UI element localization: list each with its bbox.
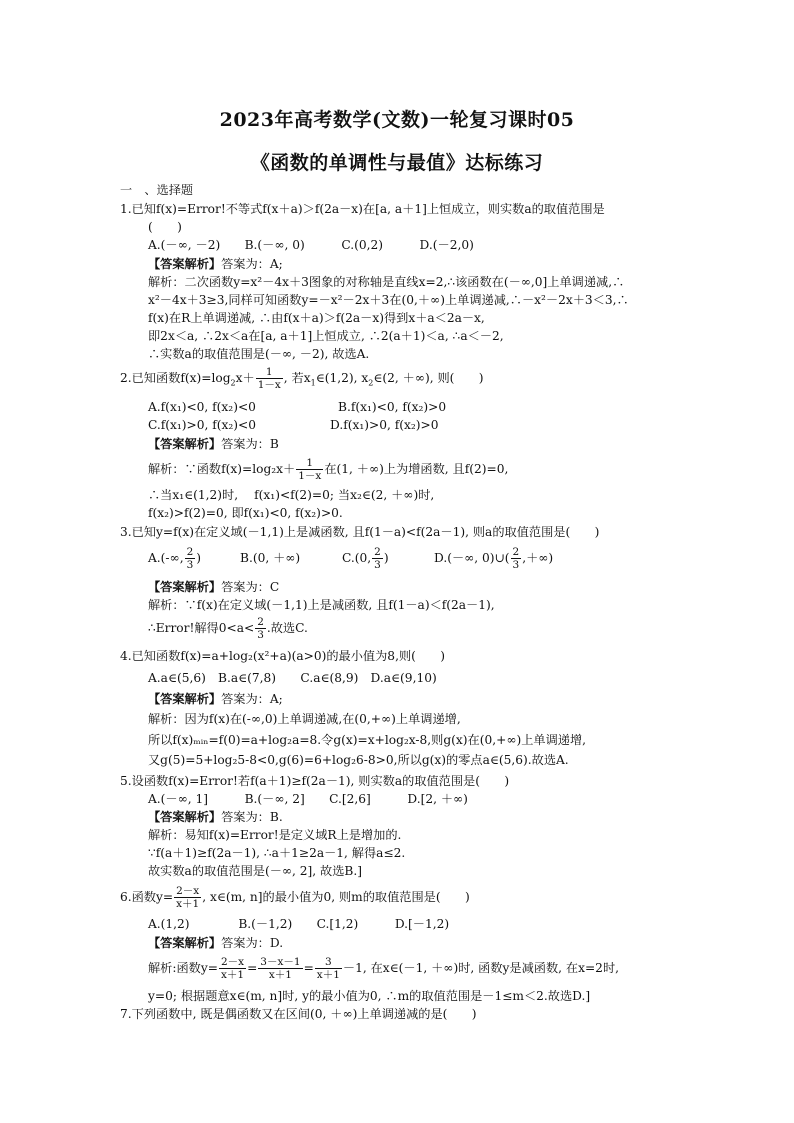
fraction-denominator: x＋1 bbox=[268, 969, 292, 981]
q3-option-d-text: D.(－∞, 0)∪( bbox=[434, 551, 510, 565]
q3-option-d-close: ,＋∞) bbox=[522, 551, 554, 565]
q6-analysis-1: 解析:函数y= $\frac{2-x}{x+1}$ = $\frac{3-x-1}{x+1}$ = $\frac{3}{x+1}$ －1, 在x∈(－1, ＋∞)时, 函数y是减函数, 在x=2时, bbox=[148, 956, 619, 981]
q2-stem: 2.已知函数$f(x)=\log_2x+$ $\frac{1}{1-x}$ , 若$x_1\in(1,2)$, $x_2\in(2$, ＋∞), 则( ) bbox=[120, 366, 484, 391]
q7-stem: 7.下列函数中, 既是偶函数又在区间(0, ＋∞)上单调递减的是( ) bbox=[120, 1007, 477, 1021]
q2-analysis-3: f(x₂)>f(2)=0, 即f(x₁)<0, f(x₂)>0. bbox=[148, 506, 343, 520]
fraction-denominator: 3 bbox=[186, 559, 194, 571]
q6-options: A.(1,2) B.(－1,2) C.[1,2) D.[－1,2) bbox=[148, 917, 450, 931]
q3-analysis-1: 解析：∵f(x)在定义域(－1,1)上是减函数, 且f(1－a)＜f(2a－1), bbox=[148, 598, 495, 612]
q3-analysis-b: ∴Error!解得0<a< bbox=[148, 621, 255, 635]
answer-label: 【答案解析】 bbox=[148, 810, 222, 824]
q2-option-d: D.f(x₁)>0, f(x₂)>0 bbox=[330, 418, 439, 432]
q5-analysis-1: 解析：易知f(x)=Error!是定义域R上是增加的. bbox=[148, 828, 402, 842]
answer-text: 答案为：B. bbox=[221, 810, 283, 824]
q5-stem: 5.设函数f(x)=Error!若f(a＋1)≥f(2a－1), 则实数a的取值范围是( ) bbox=[120, 774, 510, 788]
q5-answer bbox=[148, 809, 283, 825]
answer-text: 答案为：C bbox=[221, 580, 280, 594]
q3-fraction bbox=[372, 546, 383, 571]
fraction-numerator: 3 bbox=[315, 956, 342, 969]
q6-analysis-fraction-2 bbox=[258, 956, 302, 981]
q2-analysis-b: 在(1, ＋∞)上为增函数, 且f(2)=0, bbox=[324, 462, 509, 476]
q3-option-a-close: ) bbox=[196, 551, 202, 565]
q6-stem bbox=[120, 884, 470, 910]
fraction-denominator: 1－x bbox=[257, 379, 281, 391]
q3-analysis-2 bbox=[148, 615, 308, 641]
q2-stem-b: x＋ bbox=[235, 371, 255, 385]
q6-analysis-fraction-3 bbox=[315, 956, 342, 981]
fraction-numerator: 2 bbox=[186, 546, 194, 558]
q3-option-a bbox=[148, 545, 201, 571]
answer-label: 【答案解析】 bbox=[148, 936, 222, 950]
fraction-numerator: 2 bbox=[257, 616, 264, 628]
q3-analysis-fraction bbox=[255, 616, 266, 641]
q2-analysis-2: ∴当x₁∈(1,2)时, f(x₁)<f(2)=0; 当x₂∈(2, ＋∞)时, bbox=[148, 488, 435, 502]
q6-fraction bbox=[174, 885, 201, 910]
answer-text: 答案为：D. bbox=[221, 936, 284, 950]
fraction-denominator: 1－x bbox=[298, 470, 322, 482]
q1-stem: 1.已知f(x)=Error!不等式f(x＋a)＞f(2a－x)在[a, a＋1]上恒成立，则实数a的取值范围是 bbox=[120, 202, 605, 216]
fraction-denominator: 3 bbox=[512, 559, 520, 571]
q4-analysis-1: 解析：因为f(x)在(-∞,0)上单调递减,在(0,+∞)上单调递增, bbox=[148, 712, 461, 726]
q4-analysis-2: 所以f(x)ₘᵢₙ=f(0)=a+log₂a=8.令g(x)=x+log₂x-8,则g(x)在(0,+∞)上单调递增, bbox=[148, 733, 587, 747]
q6-analysis-b: －1, 在x∈(－1, ＋∞)时, 函数y是减函数, 在x=2时, bbox=[342, 961, 619, 975]
answer-text: 答案为：B bbox=[221, 437, 279, 451]
q2-analysis-1 bbox=[148, 456, 508, 482]
q3-option-c bbox=[342, 545, 389, 571]
q2-stem-e: ∈(2, ＋∞), 则( ) bbox=[373, 371, 484, 385]
fraction-denominator: x＋1 bbox=[176, 898, 200, 910]
q6-analysis-a: 解析:函数y= bbox=[148, 961, 218, 975]
q3-option-c-text: C.(0, bbox=[342, 551, 372, 565]
q3-option-d bbox=[434, 545, 553, 571]
q2-stem-a: 2.已知函数f(x)=log bbox=[120, 371, 231, 385]
q2-analysis-a: 解析：∵函数f(x)=log₂x＋ bbox=[148, 462, 296, 476]
answer-label: 【答案解析】 bbox=[148, 437, 222, 451]
q3-option-c-close: ) bbox=[383, 551, 389, 565]
q2-analysis-fraction bbox=[296, 457, 323, 482]
fraction-numerator: 1 bbox=[296, 457, 323, 470]
q3-fraction bbox=[185, 546, 196, 571]
q6-stem-a: 6.函数y= bbox=[120, 890, 174, 904]
document-subtitle: 《函数的单调性与最值》达标练习 bbox=[250, 152, 544, 174]
fraction-denominator: 3 bbox=[257, 629, 264, 641]
fraction-denominator: x＋1 bbox=[316, 969, 340, 981]
q2-fraction bbox=[256, 366, 283, 391]
answer-label: 【答案解析】 bbox=[148, 580, 222, 594]
q2-option-b: B.f(x₁)<0, f(x₂)>0 bbox=[338, 400, 447, 414]
q1-paren: ( ) bbox=[148, 220, 182, 234]
answer-label: 【答案解析】 bbox=[148, 257, 222, 271]
q4-stem: 4.已知函数f(x)=a+log₂(x²+a)(a>0)的最小值为8,则( ) bbox=[120, 649, 446, 663]
fraction-numerator: 2 bbox=[374, 546, 381, 558]
q3-stem: 3.已知y=f(x)在定义域(－1,1)上是减函数, 且f(1－a)<f(2a－1), 则a的取值范围是( ) bbox=[120, 525, 600, 539]
q6-answer bbox=[148, 935, 283, 951]
fraction-numerator: 2－x bbox=[220, 956, 245, 968]
answer-label: 【答案解析】 bbox=[148, 692, 222, 706]
q1-analysis-4: 即2x＜a, ∴2x＜a在[a, a＋1]上恒成立, ∴2(a＋1)＜a, ∴a＜－2, bbox=[148, 329, 504, 343]
q3-answer bbox=[148, 579, 279, 595]
q1-analysis-2: x²－4x＋3≥3,同样可知函数y=－x²－2x＋3在(0,＋∞)上单调递减,∴－x²－2x＋3＜3,∴ bbox=[148, 293, 629, 307]
q5-options: A.(－∞, 1] B.(－∞, 2] C.[2,6] D.[2, ＋∞) bbox=[148, 792, 468, 806]
q3-analysis-c: .故选C. bbox=[266, 621, 308, 635]
q1-analysis-3: f(x)在R上单调递减, ∴由f(x＋a)＞f(2a－x)得到x＋a＜2a－x, bbox=[148, 311, 485, 325]
answer-text: 答案为：A; bbox=[221, 692, 283, 706]
document-title: 2023年高考数学(文数)一轮复习课时05 bbox=[219, 109, 575, 131]
fraction-numerator: 1 bbox=[256, 366, 283, 379]
fraction-numerator: 2 bbox=[512, 546, 520, 558]
q2-answer bbox=[148, 436, 279, 452]
fraction-denominator: 3 bbox=[374, 559, 381, 571]
q3-fraction bbox=[511, 546, 522, 571]
q2-option-a: A.f(x₁)<0, f(x₂)<0 bbox=[148, 400, 256, 414]
q4-options: A.a∈(5,6) B.a∈(7,8) C.a∈(8,9) D.a∈(9,10) bbox=[148, 671, 437, 685]
fraction-denominator: x＋1 bbox=[220, 969, 245, 981]
fraction-numerator: 2－x bbox=[176, 885, 200, 897]
q2-stem-c: , 若x bbox=[283, 371, 311, 385]
q1-options: A.(－∞, －2) B.(－∞, 0) C.(0,2) D.(－2,0) bbox=[148, 238, 474, 252]
q1-analysis-5: ∴实数a的取值范围是(－∞, －2), 故选A. bbox=[148, 347, 370, 361]
q4-analysis-3: 又g(5)=5+log₂5-8<0,g(6)=6+log₂6-8>0,所以g(x)的零点a∈(5,6).故选A. bbox=[148, 753, 569, 767]
q5-analysis-3: 故实数a的取值范围是(－∞, 2], 故选B.] bbox=[148, 864, 363, 878]
q1-analysis-1: 解析：二次函数y=x²－4x＋3图象的对称轴是直线x=2,∴该函数在(－∞,0]上单调递减,∴ bbox=[148, 275, 625, 289]
fraction-numerator: 3－x－1 bbox=[260, 956, 301, 968]
q3-option-a-text: A.(-∞, bbox=[148, 551, 184, 565]
q1-answer bbox=[148, 256, 283, 272]
q4-answer bbox=[148, 691, 283, 707]
q6-analysis-fraction-1 bbox=[219, 956, 246, 981]
q5-analysis-2: ∵f(a＋1)≥f(2a－1), ∴a＋1≥2a－1, 解得a≤2. bbox=[148, 846, 406, 860]
q3-option-b: B.(0, ＋∞) bbox=[240, 551, 301, 565]
q2-stem-d: ∈(1,2), x bbox=[315, 371, 369, 385]
q6-analysis-2: y=0; 根据题意x∈(m, n]时, y的最小值为0, ∴m的取值范围是－1≤m＜2.故选D.] bbox=[148, 989, 591, 1003]
answer-text: 答案为：A; bbox=[221, 257, 283, 271]
q6-stem-b: , x∈(m, n]的最小值为0, 则m的取值范围是( ) bbox=[202, 890, 470, 904]
section-heading: 一 、选择题 bbox=[120, 183, 194, 197]
q2-option-c: C.f(x₁)>0, f(x₂)<0 bbox=[148, 418, 257, 432]
